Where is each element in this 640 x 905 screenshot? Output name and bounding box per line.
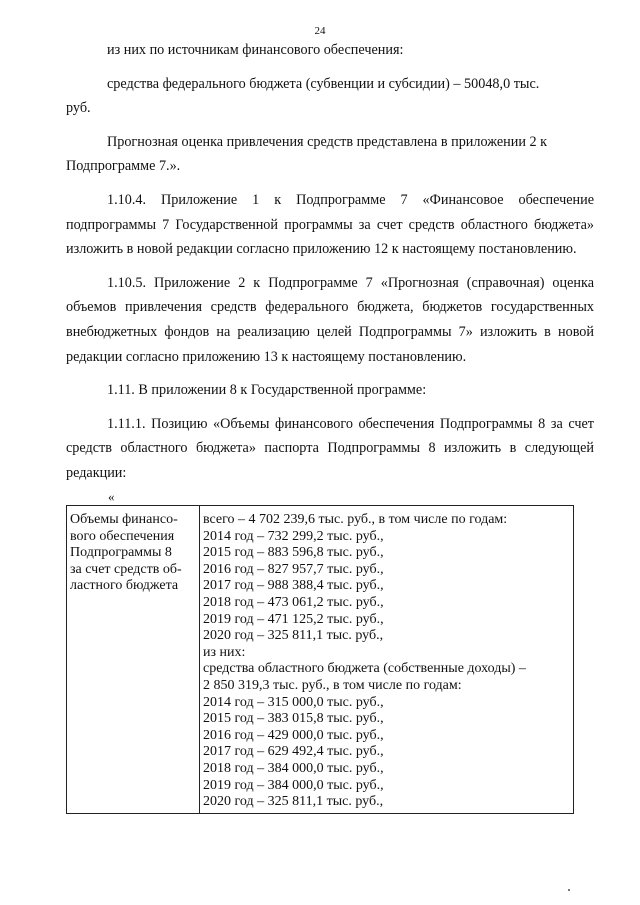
right-cell-line: 2015 год – 883 596,8 тыс. руб., (203, 545, 384, 561)
left-cell-line: вого обеспечения (70, 528, 175, 544)
right-cell-line: 2020 год – 325 811,1 тыс. руб., (203, 794, 384, 810)
paragraph-1-10-4: 1.10.4. Приложение 1 к Подпрограмме 7 «Финансовое обеспечение подпрограммы 7 Государственной программы за счет средств областного бюджета» изложить в новой редакции согласно приложению 12 к настоящему постановлению. (66, 191, 594, 258)
right-cell-line: 2016 год – 827 957,7 тыс. руб., (203, 561, 384, 577)
right-cell-line: 2018 год – 384 000,0 тыс. руб., (203, 760, 384, 776)
right-cell-line: 2014 год – 315 000,0 тыс. руб., (203, 694, 384, 710)
right-cell-line: 2018 год – 473 061,2 тыс. руб., (203, 594, 384, 610)
opening-quote: « (108, 489, 115, 504)
table-left-cell (67, 506, 200, 814)
left-cell-line: Объемы финансо- (70, 512, 178, 527)
right-cell-line: всего – 4 702 239,6 тыс. руб., в том числе по годам: (203, 512, 508, 527)
right-cell-line: 2015 год – 383 015,8 тыс. руб., (203, 711, 384, 727)
right-cell-line: средства областного бюджета (собственные доходы) – (203, 661, 526, 677)
paragraph-sources: из них по источникам финансового обеспечения: (107, 42, 404, 58)
paragraph-1-10-5: 1.10.5. Приложение 2 к Подпрограмме 7 «Прогнозная (справочная) оценка объемов привлечения средств федерального бюджета, бюджетов государственных внебюджетных фондов на реализацию целей Подпрограммы 7» изложить в новой редакции согласно приложению 13 к настоящему постановлению. (66, 274, 594, 365)
right-cell-line: 2017 год – 988 388,4 тыс. руб., (203, 578, 384, 594)
paragraph-1-11: 1.11. В приложении 8 к Государственной программе: (107, 382, 427, 399)
left-cell-line: за счет средств об- (70, 561, 182, 577)
table-row (67, 506, 574, 814)
paragraph-1-11-1: 1.11.1. Позицию «Объемы финансового обеспечения Подпрограммы 8 за счет средств областного бюджета» паспорта Подпрограммы 8 изложить в следующей редакции: (66, 415, 594, 481)
right-cell-line: 2 850 319,3 тыс. руб., в том числе по годам: (203, 677, 462, 693)
left-cell-line: Подпрограммы 8 (70, 545, 172, 561)
right-cell-line: 2019 год – 384 000,0 тыс. руб., (203, 777, 384, 793)
scan-speck (568, 889, 570, 891)
right-cell-line: 2019 год – 471 125,2 тыс. руб., (203, 611, 384, 627)
right-cell-line: из них: (203, 644, 246, 660)
page-number: 24 (314, 25, 326, 37)
paragraph-federal-funds: средства федерального бюджета (субвенции и субсидии) – 50048,0 тыс. (107, 75, 540, 92)
body-text (66, 38, 594, 486)
right-cell-line: 2017 год – 629 492,4 тыс. руб., (203, 744, 384, 760)
right-cell-line: 2014 год – 732 299,2 тыс. руб., (203, 528, 384, 544)
paragraph-federal-funds-unit: руб. (66, 100, 91, 117)
table-right-cell (200, 506, 574, 814)
paragraph-forecast-end: Подпрограмме 7.». (66, 158, 181, 175)
left-cell-line: ластного бюджета (70, 578, 179, 594)
paragraph-forecast: Прогнозная оценка привлечения средств представлена в приложении 2 к (107, 133, 547, 150)
right-cell-line: 2016 год – 429 000,0 тыс. руб., (203, 727, 384, 743)
financing-table (66, 505, 574, 814)
right-cell-line: 2020 год – 325 811,1 тыс. руб., (203, 628, 384, 644)
